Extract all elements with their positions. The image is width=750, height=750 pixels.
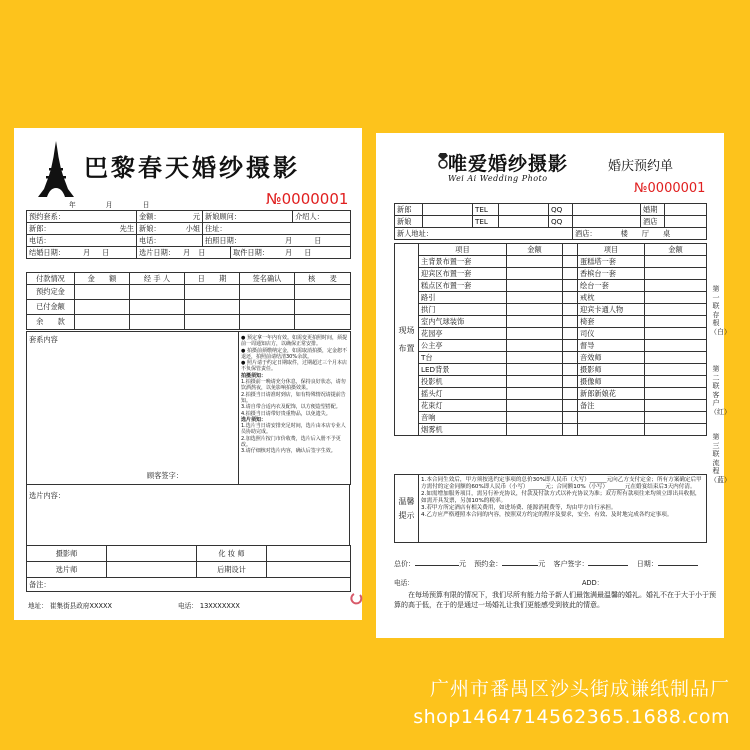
studio-subtitle-en: Wei Ai Wedding Photo xyxy=(448,174,548,183)
studio-title: 巴黎春天婚纱摄影 xyxy=(84,154,300,182)
item-amount-left[interactable] xyxy=(507,400,563,412)
selector-label: 选片师 xyxy=(27,562,107,578)
bride-label: 新娘 xyxy=(395,216,423,228)
item-amount-right[interactable] xyxy=(645,364,707,376)
item-row xyxy=(395,424,707,436)
item-amount-right[interactable] xyxy=(645,400,707,412)
item-spacer xyxy=(563,352,578,364)
studio-phone: 电话： 13XXXXXXX xyxy=(178,602,240,610)
wedding-date-field[interactable]: 结婚日期： 月 日 xyxy=(27,247,137,259)
item-spacer xyxy=(563,412,578,424)
bride-field[interactable]: 新娘： 小姐 xyxy=(137,223,203,235)
motto-text: 在每场预算有限的情况下，我们尽所有能力给予新人们最饱满最温馨的婚礼。婚礼不在于大于小于预算的高于低，在于的是通过一场婚礼让我们更能感受到彼此的情意。 xyxy=(394,591,716,609)
pay-header-status: 付款情况 xyxy=(27,273,75,285)
item-amount-left[interactable] xyxy=(507,316,563,328)
groom-qq-label: QQ xyxy=(549,204,573,216)
item-name-right: 戒枕 xyxy=(578,292,645,304)
groom-name-field[interactable] xyxy=(423,204,473,216)
item-amount-left[interactable] xyxy=(507,352,563,364)
item-amount-right[interactable] xyxy=(645,388,707,400)
item-name-left: 花束灯 xyxy=(419,400,507,412)
item-spacer xyxy=(563,424,578,436)
retouch-field[interactable] xyxy=(267,562,351,578)
item-row xyxy=(395,388,707,400)
selection-date-field[interactable]: 选片日期： 月 日 xyxy=(137,247,231,259)
item-amount-right[interactable] xyxy=(645,316,707,328)
item-amount-left[interactable] xyxy=(507,328,563,340)
shop-url-watermark: shop1464714562365.1688.com xyxy=(413,706,730,728)
pay-row-balance[interactable]: 余 款 xyxy=(27,315,351,330)
item-name-left: 主背景布置一套 xyxy=(419,256,507,268)
makeup-label: 化 妆 师 xyxy=(197,546,267,562)
item-name-left: 路引 xyxy=(419,292,507,304)
item-amount-left[interactable] xyxy=(507,304,563,316)
item-amount-left[interactable] xyxy=(507,340,563,352)
item-spacer xyxy=(563,376,578,388)
copy-label-2: 第二联客户（红） xyxy=(710,365,731,416)
contact-address: ADD： xyxy=(582,579,604,587)
item-amount-left[interactable] xyxy=(507,280,563,292)
groom-tel-field[interactable] xyxy=(499,204,549,216)
hotel-label: 酒店 xyxy=(641,216,665,228)
item-row xyxy=(395,268,707,280)
groom-qq-field[interactable] xyxy=(573,204,641,216)
hotel-field[interactable] xyxy=(665,216,707,228)
address-field[interactable]: 住址： xyxy=(203,223,351,235)
service-items-table xyxy=(394,243,707,436)
form-number: №0000001 xyxy=(634,181,706,196)
item-name-left: 花园亭 xyxy=(419,328,507,340)
bride-qq-label: QQ xyxy=(549,216,573,228)
right-booking-form xyxy=(376,133,731,638)
staff-table xyxy=(26,545,351,592)
selector-field[interactable] xyxy=(107,562,197,578)
retouch-label: 后期设计 xyxy=(197,562,267,578)
item-amount-left[interactable] xyxy=(507,256,563,268)
item-name-left: 摇头灯 xyxy=(419,388,507,400)
item-spacer xyxy=(563,388,578,400)
contact-phone: 电话： xyxy=(394,579,414,587)
item-amount-right[interactable] xyxy=(645,412,707,424)
item-amount-left[interactable] xyxy=(507,424,563,436)
item-name-right: 绘台一套 xyxy=(578,280,645,292)
bride-tel-field[interactable] xyxy=(499,216,549,228)
terms-notes: ● 预定拿一年内有效。如需变更拍照时间，须提前一周通知店方，以确保正常安排。 ● 拍摄前须缴纳定金，如需取消拍摄，定金恕不退还，拍照前请结清30%余款。 ● 照片请于约定日期取件，过期超过三个月本店不负保管责任。 拍摄须知： 1.拍摄前一晚请充分休息，保持良好状态，请勿饮酒熬夜，以免影响拍摄效果。 2.拍摄当日请准时到店，如有特殊情况请提前告知。 3.请自带合适内衣及配饰，以方便造型搭配。 4.拍摄当日请带好贵重物品，以免遗失。 选片须知： 1.选片当日请安排充足时间，选片由本店专业人员协助完成。 2.加选照片按门市价收费，选片后入册不予更改。 3.请仔细核对选片内容，确认后签字生效。 xyxy=(239,332,351,485)
form-number: №0000001 xyxy=(266,190,349,208)
binder-clip-icon xyxy=(352,592,364,606)
item-name-left: 室内气球装饰 xyxy=(419,316,507,328)
item-row xyxy=(395,256,707,268)
photographer-label: 摄影师 xyxy=(27,546,107,562)
item-amount-right[interactable] xyxy=(645,256,707,268)
package-field[interactable]: 预约套系： xyxy=(27,211,137,223)
item-amount-right[interactable] xyxy=(645,352,707,364)
groom-tel-label: TEL xyxy=(473,204,499,216)
item-spacer xyxy=(563,304,578,316)
studio-title: 唯爱婚纱摄影 xyxy=(448,153,569,175)
groom-field[interactable]: 新郎： 先生 xyxy=(27,223,137,235)
pay-header-handler: 经 手 人 xyxy=(130,273,185,285)
col-header-item-right: 项目 xyxy=(578,244,645,256)
item-name-left: 音响 xyxy=(419,412,507,424)
item-name-left: 糕点区布置一套 xyxy=(419,280,507,292)
pay-header-amount: 金 额 xyxy=(75,273,130,285)
item-name-left: 迎宾区布置一套 xyxy=(419,268,507,280)
item-row xyxy=(395,376,707,388)
bride-qq-field[interactable] xyxy=(573,216,641,228)
col-header-item-left: 项目 xyxy=(419,244,507,256)
item-name-right xyxy=(578,412,645,424)
item-name-left: T台 xyxy=(419,352,507,364)
item-amount-right[interactable] xyxy=(645,376,707,388)
item-name-right: 摄影师 xyxy=(578,364,645,376)
amount-field[interactable]: 金额： 元 xyxy=(137,211,203,223)
order-info-table xyxy=(26,210,351,259)
item-row xyxy=(395,328,707,340)
pay-row-paid[interactable]: 已付金额 xyxy=(27,300,351,315)
item-name-right: 新郎新娘花 xyxy=(578,388,645,400)
customer-signature: 顾客签字： xyxy=(147,471,183,480)
item-spacer xyxy=(563,340,578,352)
item-row xyxy=(395,400,707,412)
item-row xyxy=(395,364,707,376)
date-line: 年 月 日 xyxy=(69,201,150,209)
item-spacer xyxy=(563,280,578,292)
pay-row-deposit[interactable]: 预约定金 xyxy=(27,285,351,300)
item-name-left: 公主亭 xyxy=(419,340,507,352)
wedding-date-field[interactable] xyxy=(665,204,707,216)
item-spacer xyxy=(563,268,578,280)
item-amount-left[interactable] xyxy=(507,292,563,304)
pickup-date-field[interactable]: 取件日期： 月 日 xyxy=(231,247,351,259)
col-header-amount-right: 金额 xyxy=(645,244,707,256)
item-name-right: 椅套 xyxy=(578,316,645,328)
consultant-field[interactable]: 新娘顾问： xyxy=(203,211,293,223)
col-header-amount-left: 金额 xyxy=(507,244,563,256)
notice-label: 温馨提示 xyxy=(395,475,419,543)
left-order-form xyxy=(14,128,362,620)
item-name-left: 投影机 xyxy=(419,376,507,388)
item-name-right: 督导 xyxy=(578,340,645,352)
item-amount-right[interactable] xyxy=(645,292,707,304)
item-name-right: 蛋糕塔一套 xyxy=(578,256,645,268)
phone-field-2[interactable]: 电话： xyxy=(137,235,203,247)
copy-label-1: 第一联存根（白） xyxy=(710,285,731,336)
item-row xyxy=(395,352,707,364)
package-content-table xyxy=(26,331,351,485)
item-amount-right[interactable] xyxy=(645,328,707,340)
bride-tel-label: TEL xyxy=(473,216,499,228)
item-name-left: LED背景 xyxy=(419,364,507,376)
item-spacer xyxy=(563,316,578,328)
item-name-right: 音效师 xyxy=(578,352,645,364)
item-amount-right[interactable] xyxy=(645,304,707,316)
copy-label-3: 第三联流程（蓝） xyxy=(710,433,731,484)
item-name-left: 烟雾机 xyxy=(419,424,507,436)
item-row xyxy=(395,412,707,424)
item-spacer xyxy=(563,256,578,268)
item-spacer xyxy=(563,364,578,376)
bride-name-field[interactable] xyxy=(423,216,473,228)
item-spacer xyxy=(563,292,578,304)
item-row xyxy=(395,316,707,328)
item-amount-left[interactable] xyxy=(507,388,563,400)
photographer-field[interactable] xyxy=(107,546,197,562)
notice-table xyxy=(394,474,707,543)
payment-table xyxy=(26,272,351,330)
item-row xyxy=(395,280,707,292)
wedding-date-label: 婚期 xyxy=(641,204,665,216)
selected-photos-area[interactable]: 选片内容： xyxy=(27,485,350,546)
item-name-right: 摄像师 xyxy=(578,376,645,388)
selected-photos-table xyxy=(26,484,350,546)
item-amount-right[interactable] xyxy=(645,340,707,352)
couple-info-table xyxy=(394,203,707,240)
item-row xyxy=(395,292,707,304)
studio-address: 地址： 崔集街县政府XXXXX xyxy=(28,602,113,610)
pay-header-sign: 签名确认 xyxy=(240,273,295,285)
eiffel-tower-icon xyxy=(36,141,76,197)
referrer-field[interactable]: 介绍人： xyxy=(293,211,351,223)
venue-field[interactable]: 酒店： 楼 厅 桌 xyxy=(573,228,707,240)
item-row xyxy=(395,340,707,352)
item-amount-left[interactable] xyxy=(507,268,563,280)
shoot-date-field[interactable]: 拍照日期： 月 日 xyxy=(203,235,351,247)
form-subtitle: 婚庆预约单 xyxy=(608,159,674,174)
notice-text: 1.本合同生效后，甲方须按选约定事项的总价30%即人民币（大写）______元向乙方支付定金；所有方案确定后甲方需付的定金同额的60%即人民币（小写）______元；合同额10%（小写）______元在婚宴结束后3天内付清。 2.如需增加服务项目，需另行补充协议，付款及付款方式以补充协议为准；双方所有款项往来均须立即出具收据，如需开具发票，另加10%的税率。 3.若甲方所定酒店有相关费用，如进场费、能源消耗费等，均由甲方自行承担。 4.乙方应严格遵照本合同的内容，按照双方约定的程序及要求，安全、有效、及时地完成各约定事项。 xyxy=(419,475,707,543)
item-name-right: 备注 xyxy=(578,400,645,412)
item-row xyxy=(395,304,707,316)
item-amount-left[interactable] xyxy=(507,412,563,424)
package-content-area[interactable] xyxy=(27,332,239,485)
item-amount-right[interactable] xyxy=(645,280,707,292)
section-label-onsite: 现场布置 xyxy=(395,244,419,436)
item-amount-left[interactable] xyxy=(507,376,563,388)
pay-header-date: 日 期 xyxy=(185,273,240,285)
item-amount-left[interactable] xyxy=(507,364,563,376)
pay-header-check: 核 麦 xyxy=(295,273,351,285)
phone-field-1[interactable]: 电话： xyxy=(27,235,137,247)
couple-address-field[interactable]: 新人地址： xyxy=(395,228,573,240)
item-name-right: 迎宾卡通人物 xyxy=(578,304,645,316)
item-name-right: 司仪 xyxy=(578,328,645,340)
item-name-right: 香槟台一套 xyxy=(578,268,645,280)
item-amount-right[interactable] xyxy=(645,424,707,436)
groom-label: 新郎 xyxy=(395,204,423,216)
item-name-left: 拱门 xyxy=(419,304,507,316)
package-content-label: 套系内容 xyxy=(29,335,58,344)
item-spacer xyxy=(563,328,578,340)
totals-line[interactable]: 总价： 元 预约金： 元 客户签字： 日期： xyxy=(394,559,698,569)
item-name-right xyxy=(578,424,645,436)
makeup-field[interactable] xyxy=(267,546,351,562)
remarks-field[interactable]: 备注： xyxy=(27,578,351,592)
item-spacer xyxy=(563,400,578,412)
item-amount-right[interactable] xyxy=(645,268,707,280)
shop-name-watermark: 广州市番禺区沙头街成谦纸制品厂 xyxy=(429,678,730,700)
